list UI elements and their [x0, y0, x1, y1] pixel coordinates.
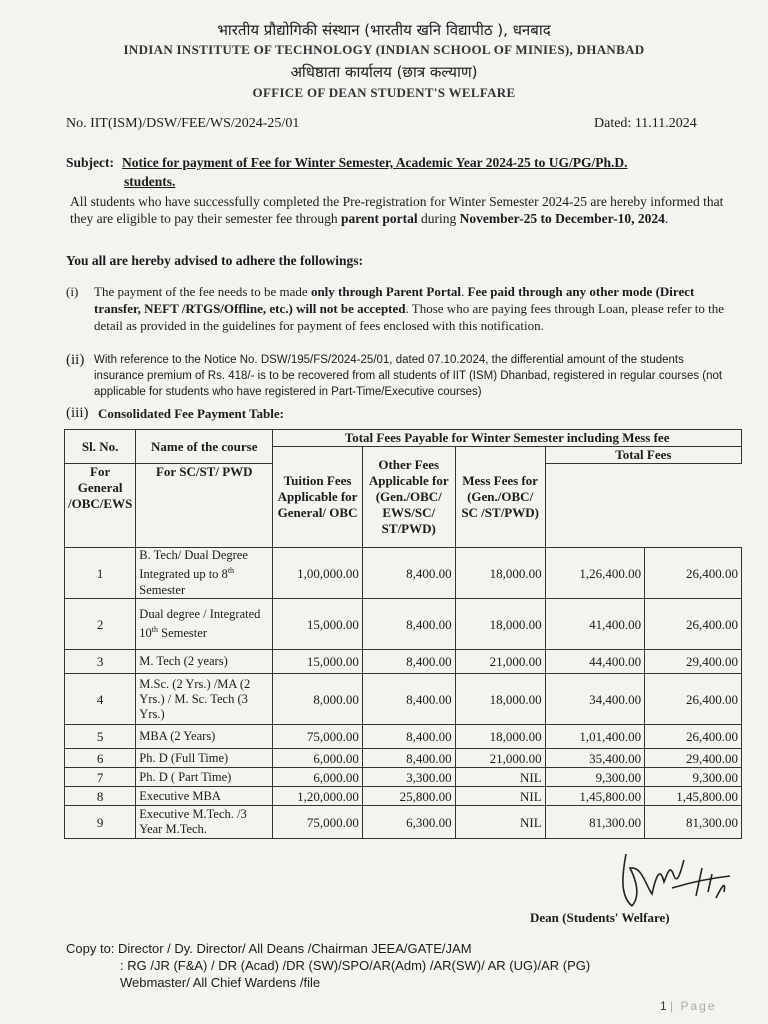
cell-other: 8,400.00 — [362, 650, 455, 674]
intro-paragraph — [70, 193, 730, 227]
subject-line-2: students. — [124, 174, 176, 189]
cell-sl-no: 3 — [65, 650, 136, 674]
cell-total-general: 1,01,400.00 — [545, 725, 644, 749]
header-total: Total Fees — [545, 447, 741, 464]
cell-total-sc: 26,400.00 — [645, 548, 742, 599]
course-superscript: th — [227, 566, 235, 576]
cell-sl-no: 7 — [65, 768, 136, 787]
cell-other: 6,300.00 — [362, 806, 455, 839]
cell-sl-no: 6 — [65, 749, 136, 768]
cell-other: 8,400.00 — [362, 749, 455, 768]
item-number: (ii) — [66, 352, 85, 368]
notice-date: Dated: 11.11.2024 — [594, 116, 697, 131]
dean-signature — [612, 846, 732, 916]
table-row — [65, 725, 742, 749]
cell-sl-no: 5 — [65, 725, 136, 749]
course-superscript: th — [151, 624, 159, 634]
cell-course — [136, 768, 273, 787]
item-1-text-2: . — [461, 284, 468, 299]
cell-total-general: 34,400.00 — [545, 674, 644, 725]
cell-tuition: 1,20,000.00 — [273, 787, 363, 806]
cell-sl-no: 2 — [65, 599, 136, 650]
item-1-bold-2: Fee paid through any other mode (Direct transfer, NEFT /RTGS/Offline, etc.) will not be accepted — [94, 284, 695, 316]
header-tuition: Tuition Fees Applicable for General/ OBC — [273, 447, 363, 548]
cell-tuition: 75,000.00 — [273, 806, 363, 839]
course-name-suffix: Semester — [158, 626, 207, 641]
course-name: M. Tech (2 years) — [139, 654, 228, 668]
cell-other: 8,400.00 — [362, 599, 455, 650]
cell-total-general: 9,300.00 — [545, 768, 644, 787]
table-row — [65, 787, 742, 806]
item-number: (i) — [66, 284, 79, 299]
subject-line-1: Notice for payment of Fee for Winter Semester, Academic Year 2024-25 to UG/PG/Ph.D. — [122, 155, 628, 170]
header-mess: Mess Fees for (Gen./OBC/ SC /ST/PWD) — [455, 447, 545, 548]
cell-total-sc: 9,300.00 — [645, 768, 742, 787]
cell-mess: 18,000.00 — [455, 725, 545, 749]
cell-tuition: 1,00,000.00 — [273, 548, 363, 599]
office-name-english: OFFICE OF DEAN STUDENT'S WELFARE — [252, 85, 516, 100]
cell-total-sc: 29,400.00 — [645, 650, 742, 674]
intro-text-1: All students who have successfully completed the Pre-registration for Winter Semester 2024-25 are hereby informed that they are eligible to pay their semester fee through — [70, 194, 724, 226]
cell-total-sc: 26,400.00 — [645, 674, 742, 725]
cell-total-general: 1,45,800.00 — [545, 787, 644, 806]
cell-mess: 21,000.00 — [455, 749, 545, 768]
institute-name-hindi: भारतीय प्रौद्योगिकी संस्थान (भारतीय खनि विद्यापीठ ), धनबाद — [217, 21, 551, 39]
cell-mess: NIL — [455, 787, 545, 806]
course-name-suffix: Semester — [139, 582, 186, 597]
cell-total-sc: 26,400.00 — [645, 725, 742, 749]
header-other: Other Fees Applicable for (Gen./OBC/ EWS/SC/ ST/PWD) — [362, 447, 455, 548]
cell-tuition: 6,000.00 — [273, 749, 363, 768]
office-name-hindi: अधिष्ठाता कार्यालय (छात्र कल्याण) — [290, 63, 478, 81]
advise-heading: You all are hereby advised to adhere the followings: — [66, 253, 364, 268]
cell-total-sc: 1,45,800.00 — [645, 787, 742, 806]
course-name: Executive MBA — [139, 788, 221, 803]
cell-total-sc: 81,300.00 — [645, 806, 742, 839]
table-row — [65, 548, 742, 599]
course-name: Executive M.Tech. /3 Year M.Tech. — [139, 807, 247, 836]
copy-to-block — [66, 940, 590, 991]
cell-sl-no: 8 — [65, 787, 136, 806]
copy-to-line-1: Copy to: Director / Dy. Director/ All Deans /Chairman JEEA/GATE/JAM — [66, 941, 472, 956]
cell-mess: 21,000.00 — [455, 650, 545, 674]
course-name: MBA (2 Years) — [139, 729, 216, 743]
cell-total-general: 81,300.00 — [545, 806, 644, 839]
cell-tuition: 15,000.00 — [273, 650, 363, 674]
cell-course — [136, 806, 273, 839]
course-name: B. Tech/ Dual Degree Integrated up to 8 — [139, 548, 248, 582]
table-row — [65, 768, 742, 787]
header-total-sc: For SC/ST/ PWD — [136, 464, 273, 548]
table-row — [65, 806, 742, 839]
table-row — [65, 674, 742, 725]
cell-mess: NIL — [455, 806, 545, 839]
table-row — [65, 749, 742, 768]
subject-label: Subject: — [66, 155, 114, 170]
item-1-text-3: . Those who are paying fees through Loan, please refer to the detail as provided in the guidelines for payment of fees enclosed with this notification. — [94, 301, 725, 333]
cell-total-general: 35,400.00 — [545, 749, 644, 768]
cell-mess: 18,000.00 — [455, 599, 545, 650]
subject-block — [66, 153, 736, 191]
table-row — [65, 599, 742, 650]
institute-name-english: INDIAN INSTITUTE OF TECHNOLOGY (INDIAN SCHOOL OF MINIES), DHANBAD — [123, 42, 645, 57]
course-name: Ph. D ( Part Time) — [139, 769, 232, 784]
header-group: Total Fees Payable for Winter Semester including Mess fee — [273, 430, 742, 447]
header-course: Name of the course — [136, 430, 273, 464]
cell-mess: 18,000.00 — [455, 674, 545, 725]
page-label: | Page — [670, 999, 717, 1013]
cell-mess: 18,000.00 — [455, 548, 545, 599]
course-name: Ph. D (Full Time) — [139, 750, 229, 765]
cell-tuition: 15,000.00 — [273, 599, 363, 650]
intro-text-3: . — [664, 211, 669, 226]
cell-course — [136, 674, 273, 725]
intro-bold-dates: November-25 to December-10, 2024 — [459, 211, 665, 226]
header-total-general: For General /OBC/EWS — [65, 464, 136, 548]
cell-other: 3,300.00 — [362, 768, 455, 787]
page-number — [660, 999, 717, 1013]
cell-total-general: 44,400.00 — [545, 650, 644, 674]
cell-course — [136, 548, 273, 599]
item-3-text: Consolidated Fee Payment Table: — [98, 406, 284, 421]
cell-tuition: 75,000.00 — [273, 725, 363, 749]
cell-course — [136, 650, 273, 674]
course-name: M.Sc. (2 Yrs.) /MA (2 Yrs.) / M. Sc. Tech (3 Yrs.) — [139, 676, 251, 721]
cell-tuition: 8,000.00 — [273, 674, 363, 725]
cell-sl-no: 9 — [65, 806, 136, 839]
intro-text-2: during — [417, 211, 460, 226]
intro-bold-portal: parent portal — [341, 211, 418, 226]
cell-mess: NIL — [455, 768, 545, 787]
reference-number: No. IIT(ISM)/DSW/FEE/WS/2024-25/01 — [66, 116, 300, 131]
cell-course — [136, 599, 273, 650]
cell-tuition: 6,000.00 — [273, 768, 363, 787]
copy-to-line-3: Webmaster/ All Chief Wardens /file — [120, 975, 321, 990]
fee-table — [64, 429, 742, 839]
cell-total-sc: 26,400.00 — [645, 599, 742, 650]
cell-total-general: 1,26,400.00 — [545, 548, 644, 599]
cell-total-general: 41,400.00 — [545, 599, 644, 650]
cell-other: 8,400.00 — [362, 674, 455, 725]
dean-title: Dean (Students' Welfare) — [530, 910, 670, 925]
item-1-bold-1: only through Parent Portal — [310, 284, 462, 299]
course-name: Dual degree / Integrated 10 — [139, 606, 261, 641]
cell-sl-no: 4 — [65, 674, 136, 725]
copy-to-line-2: : RG /JR (F&A) / DR (Acad) /DR (SW)/SPO/AR(Adm) /AR(SW)/ AR (UG)/AR (PG) — [120, 958, 591, 973]
header-sl-no: Sl. No. — [65, 430, 136, 464]
item-1-text-1: The payment of the fee needs to be made — [94, 284, 311, 299]
page-number-value: 1 — [660, 999, 667, 1013]
item-2-text: With reference to the Notice No. DSW/195/FS/2024-25/01, dated 07.10.2024, the differential amount of the students insurance premium of Rs. 418/- is to be recovered from all students of IIT (ISM) Dhanbad, registered in regular courses (not applicable for students who have registered in Part-Time/Executive courses) — [94, 354, 723, 398]
item-number: (iii) — [66, 405, 89, 421]
cell-sl-no: 1 — [65, 548, 136, 599]
cell-other: 8,400.00 — [362, 725, 455, 749]
table-row — [65, 650, 742, 674]
cell-course — [136, 725, 273, 749]
cell-other: 8,400.00 — [362, 548, 455, 599]
cell-other: 25,800.00 — [362, 787, 455, 806]
cell-total-sc: 29,400.00 — [645, 749, 742, 768]
cell-course — [136, 787, 273, 806]
cell-course — [136, 749, 273, 768]
